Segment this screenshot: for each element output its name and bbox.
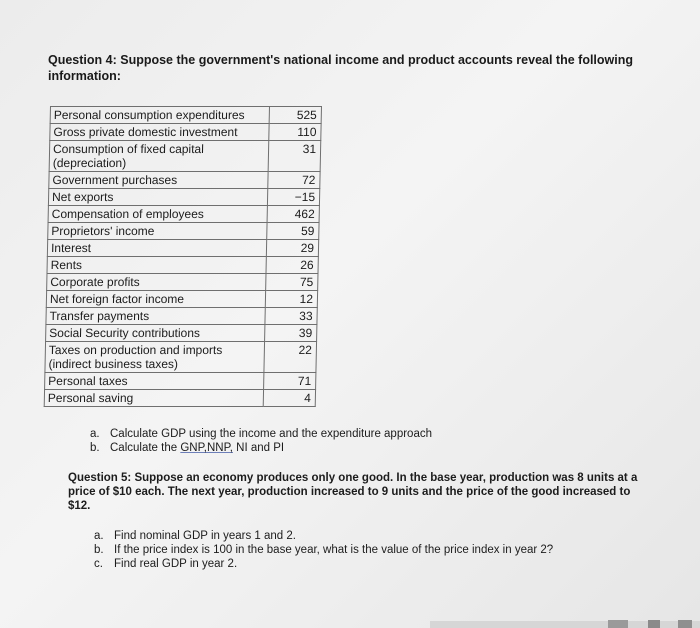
row-value: 33 xyxy=(265,308,317,325)
table-row xyxy=(47,274,318,291)
table-row xyxy=(45,342,317,373)
table-row xyxy=(50,124,321,141)
table-row xyxy=(46,308,317,325)
part-a-marker: a. xyxy=(90,428,100,440)
row-value: 110 xyxy=(269,124,321,141)
row-label: Compensation of employees xyxy=(48,206,267,223)
row-label: Net exports xyxy=(48,189,267,206)
table-row xyxy=(47,240,318,257)
table-row xyxy=(47,257,318,274)
table-row xyxy=(50,107,321,124)
question-4-title: Question 4: Suppose the government's national income and product accounts reveal the following information: xyxy=(48,53,633,83)
table-row xyxy=(49,172,320,189)
row-label: Net foreign factor income xyxy=(46,291,265,308)
row-value: 26 xyxy=(266,257,318,274)
edge-mark-3 xyxy=(678,620,692,628)
row-value: 31 xyxy=(268,141,321,172)
question-5-text: Question 5: Suppose an economy produces only one good. In the base year, production was 8 units at a price of $10 each. The next year, production increased to 9 units and the price of the good increased to $12. xyxy=(68,472,638,512)
row-label: Rents xyxy=(47,257,266,274)
q5-part-a-text: Find nominal GDP in years 1 and 2. xyxy=(114,530,296,542)
row-value: 4 xyxy=(263,390,315,407)
row-value: 75 xyxy=(266,274,318,291)
part-b-suffix: NI and PI xyxy=(232,442,285,454)
row-label: Proprietors' income xyxy=(48,223,267,240)
row-value: 72 xyxy=(268,172,320,189)
q5-part-c-marker: c. xyxy=(94,558,103,570)
question-5-parts xyxy=(94,529,553,571)
row-label: Personal taxes xyxy=(45,373,264,390)
edge-mark-1 xyxy=(608,620,628,628)
table-row xyxy=(46,291,317,308)
row-label: Personal saving xyxy=(44,390,263,407)
row-label: Social Security contributions xyxy=(46,325,265,342)
national-accounts-table xyxy=(44,106,322,407)
row-value: 12 xyxy=(265,291,317,308)
q5-part-a xyxy=(94,529,553,543)
row-value: −15 xyxy=(267,189,319,206)
row-label: Gross private domestic investment xyxy=(50,124,269,141)
q5-part-c-text: Find real GDP in year 2. xyxy=(114,558,238,570)
part-a-text: Calculate GDP using the income and the expenditure approach xyxy=(110,428,432,440)
row-value: 71 xyxy=(264,373,316,390)
row-value: 462 xyxy=(267,206,319,223)
row-label: Taxes on production and imports (indirect business taxes) xyxy=(45,342,265,373)
gnp-nnp-text: GNP,NNP, xyxy=(180,442,233,454)
table-row xyxy=(44,390,315,407)
part-b xyxy=(90,441,432,455)
row-value: 59 xyxy=(267,223,319,240)
edge-mark-2 xyxy=(648,620,660,628)
row-label: Consumption of fixed capital (depreciation) xyxy=(49,141,269,172)
row-label: Transfer payments xyxy=(46,308,265,325)
q5-part-b xyxy=(94,543,553,557)
row-label: Personal consumption expenditures xyxy=(50,107,269,124)
question-4-parts xyxy=(90,427,432,455)
table-row xyxy=(45,373,316,390)
part-b-marker: b. xyxy=(90,442,100,454)
row-value: 39 xyxy=(265,325,317,342)
table-row xyxy=(48,206,319,223)
table-row xyxy=(48,189,319,206)
q5-part-b-text: If the price index is 100 in the base year, what is the value of the price index in year 2? xyxy=(114,544,554,556)
row-label: Corporate profits xyxy=(47,274,266,291)
row-label: Government purchases xyxy=(49,172,268,189)
row-value: 525 xyxy=(269,107,321,124)
row-value: 22 xyxy=(264,342,317,373)
q5-part-a-marker: a. xyxy=(94,530,104,542)
table-row xyxy=(46,325,317,342)
part-a xyxy=(90,427,432,441)
q5-part-c xyxy=(94,557,553,571)
q5-part-b-marker: b. xyxy=(94,544,104,556)
table-row xyxy=(48,223,319,240)
part-b-prefix: Calculate the xyxy=(110,442,181,454)
row-value: 29 xyxy=(266,240,318,257)
table-row xyxy=(49,141,321,172)
part-b-text xyxy=(110,441,284,455)
row-label: Interest xyxy=(47,240,266,257)
